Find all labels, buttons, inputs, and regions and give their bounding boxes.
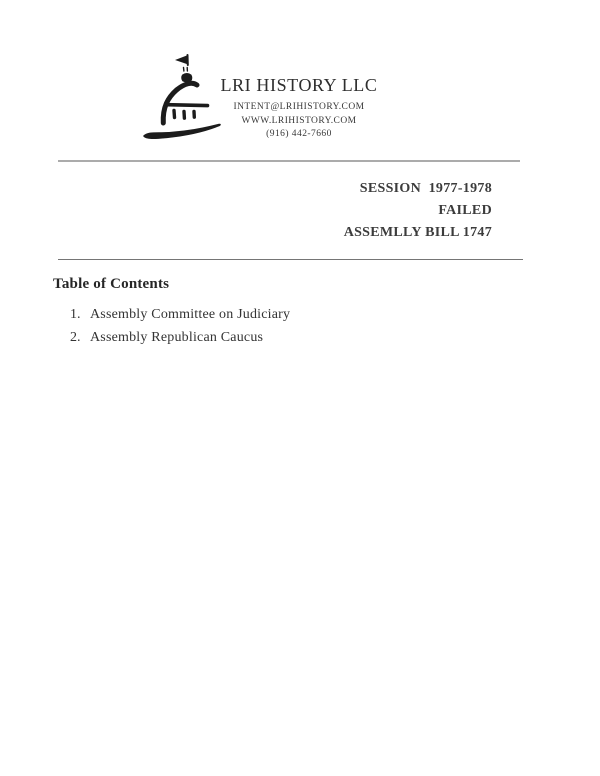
bill-info-block <box>344 178 492 244</box>
horizontal-rule-bottom <box>58 259 523 260</box>
toc-item-label: Assembly Committee on Judiciary <box>90 307 291 322</box>
contact-website: WWW.LRIHISTORY.COM <box>241 115 357 126</box>
toc-item-label: Assembly Republican Caucus <box>90 330 264 345</box>
toc-list <box>70 303 290 349</box>
toc-item <box>70 326 290 349</box>
contact-block <box>173 101 425 142</box>
bill-number-label: ASSEMLLY BILL 1747 <box>343 225 492 240</box>
company-name: LRI HISTORY LLC <box>220 75 378 95</box>
session-label: SESSION 1977-1978 <box>359 181 492 196</box>
letterhead <box>173 75 425 142</box>
toc-title: Table of Contents <box>53 276 170 292</box>
toc-item-number: 2. <box>70 330 81 345</box>
toc-item <box>70 303 290 326</box>
contact-email: INTENT@LRIHISTORY.COM <box>233 102 365 112</box>
horizontal-rule-top <box>58 160 520 162</box>
toc-item-number: 1. <box>70 307 81 322</box>
contact-phone: (916) 442-7660 <box>266 129 332 139</box>
status-label: FAILED <box>438 203 492 218</box>
